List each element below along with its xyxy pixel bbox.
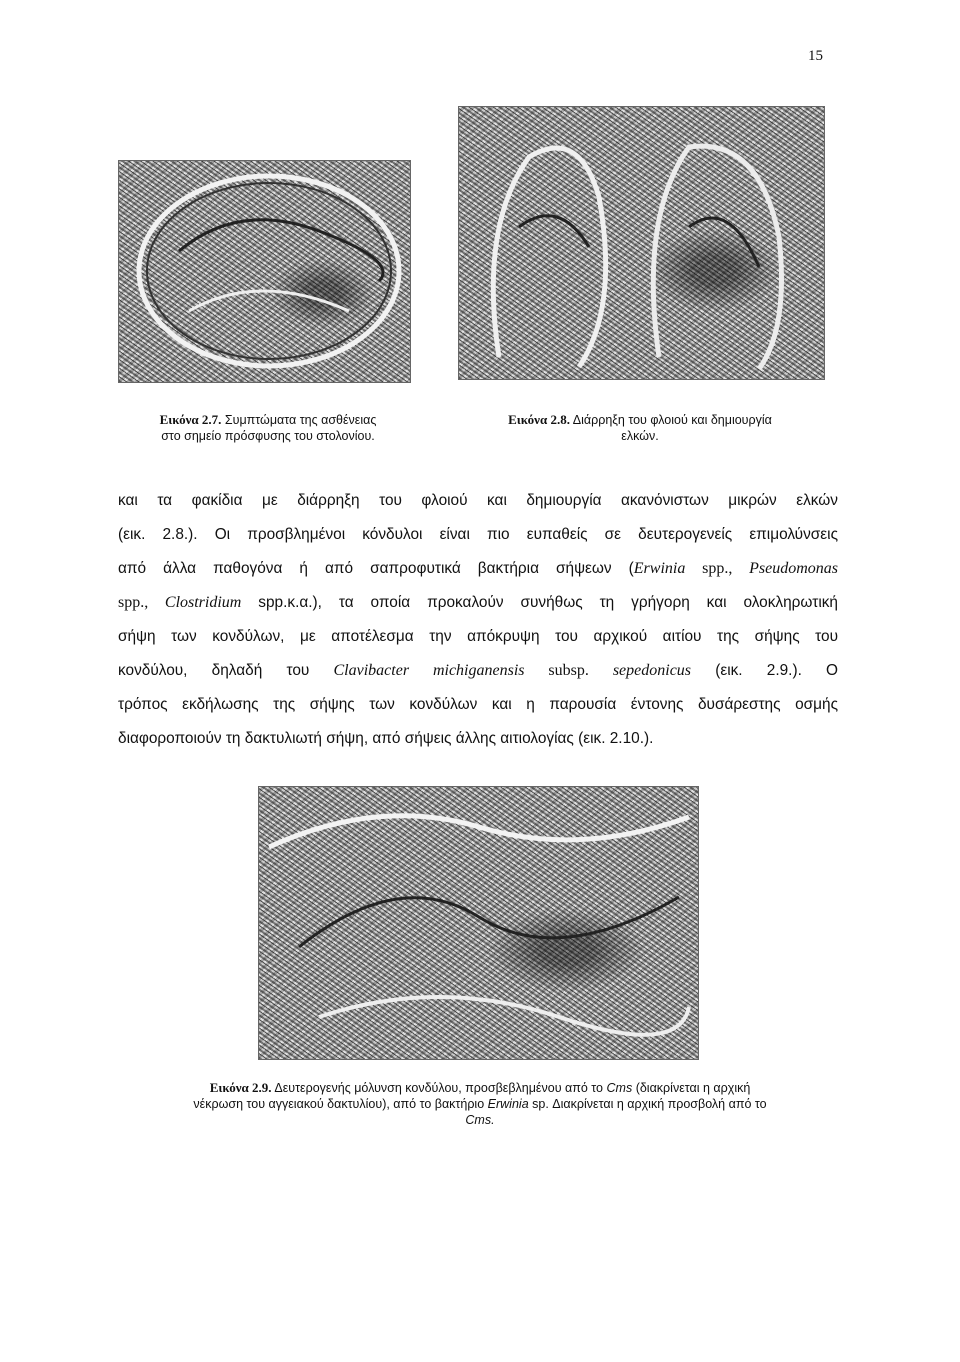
pathogen-abbrev: Cms — [606, 1081, 633, 1095]
species-name: Erwinia — [633, 560, 686, 577]
caption-text: Δευτερογενής μόλυνση κονδύλου, προσβεβλημένου από το — [274, 1081, 604, 1095]
caption-text: Συμπτώματα της ασθένειας — [224, 413, 377, 427]
caption-text: sp. Διακρίνεται η αρχική προσβολή από το — [532, 1097, 767, 1111]
figure-2-9-photo — [258, 786, 699, 1060]
figure-2-7-photo — [118, 160, 411, 383]
species-name: Erwinia — [487, 1097, 529, 1111]
page-number: 15 — [808, 48, 823, 64]
figure-2-7-caption — [118, 412, 418, 444]
paragraph-line: τρόπος εκδήλωσης της σήψης των κονδύλων και η παρουσία έντονης δυσάρεστης οσμής — [118, 696, 838, 713]
paragraph-line: κονδύλου, δηλαδή του Clavibacter michiganensis subsp. sepedonicus (εικ. 2.9.). Ο — [118, 662, 839, 679]
figure-label: Εικόνα 2.8. — [508, 412, 570, 427]
figure-label: Εικόνα 2.7. — [159, 412, 222, 427]
species-name: sepedonicus — [612, 662, 692, 679]
figure-label: Εικόνα 2.9. — [209, 1080, 272, 1095]
species-name: Pseudomonas — [749, 560, 838, 577]
caption-text-line-2: ελκών. — [621, 429, 659, 443]
caption-text-line-2: νέκρωση του αγγειακού δακτυλίου), από το βακτήριο — [193, 1097, 485, 1111]
caption-text-line-2: στο σημείο πρόσφυσης του στολονίου. — [161, 429, 375, 443]
paragraph-line: και τα φακίδια με διάρρηξη του φλοιού και δημιουργία ακανόνιστων μικρών ελκών — [118, 492, 838, 509]
caption-text: Διάρρηξη του φλοιού και δημιουργία — [572, 413, 772, 427]
body-paragraph — [118, 484, 838, 756]
paragraph-line: σήψη των κονδύλων, με αποτέλεσμα την απόκρυψη του αρχικού αιτίου της σήψης του — [118, 628, 838, 645]
pathogen-abbrev: Cms. — [465, 1113, 495, 1127]
species-name: Clostridium — [164, 594, 242, 611]
paragraph-line: από άλλα παθογόνα ή από σαπροφυτικά βακτήρια σήψεων (Erwinia spp., Pseudomonas — [118, 560, 838, 577]
paragraph-line: διαφοροποιούν τη δακτυλιωτή σήψη, από σήψεις άλλης αιτιολογίας (εικ. 2.10.). — [118, 730, 654, 747]
figure-2-8-photo — [458, 106, 825, 380]
paragraph-line: (εικ. 2.8.). Οι προσβλημένοι κόνδυλοι είναι πιο ευπαθείς σε δευτερογενείς επιμολύνσεις — [118, 526, 838, 543]
caption-text: (διακρίνεται η αρχική — [635, 1081, 751, 1095]
figure-2-9-caption — [118, 1080, 842, 1128]
paragraph-line: spp., Clostridium spp.κ.α.), τα οποία προκαλούν συνήθως τη γρήγορη και ολοκληρωτική — [118, 594, 838, 611]
species-name: Clavibacter michiganensis — [333, 662, 525, 679]
figure-2-8-caption — [470, 412, 810, 444]
